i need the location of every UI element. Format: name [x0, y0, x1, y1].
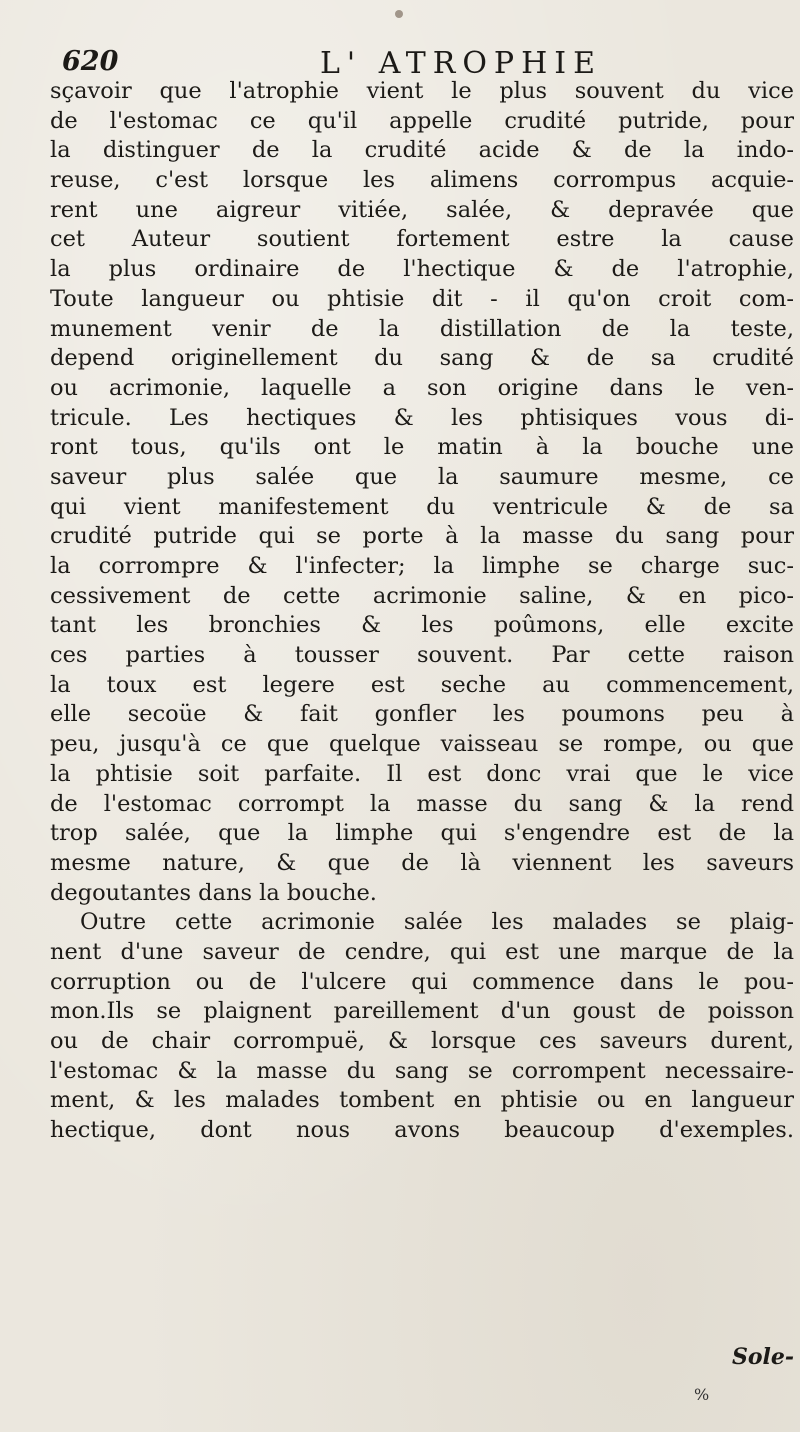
text-line: ces parties à tousser souvent. Par cette raison — [50, 642, 794, 669]
text-line: mesme nature, & que de là viennent les saveurs — [50, 849, 794, 876]
text-line: de l'estomac ce qu'il appelle crudité putride, pour — [50, 107, 794, 134]
text-line: ront tous, qu'ils ont le matin à la bouche une — [50, 434, 794, 461]
text-line: reuse, c'est lorsque les alimens corrompus acquie- — [50, 167, 794, 194]
text-line: elle secoüe & fait gonfler les poumons peu à — [50, 701, 794, 728]
text-line: depend originellement du sang & de sa crudité — [50, 345, 794, 372]
text-line: crudité putride qui se porte à la masse du sang pour — [50, 523, 794, 550]
text-line: Toute langueur ou phtisie dit - il qu'on croit com- — [50, 285, 794, 312]
text-line: de l'estomac corrompt la masse du sang & la rend — [50, 790, 794, 817]
text-line: ment, & les malades tombent en phtisie ou en langueur — [50, 1087, 794, 1114]
text-line: rent une aigreur vitiée, salée, & depravée que — [50, 196, 794, 223]
page-number: 620 — [62, 46, 119, 77]
body-text — [50, 77, 794, 1146]
catchword: Sole- — [731, 1344, 794, 1370]
text-line: hectique, dont nous avons beaucoup d'exemples. — [50, 1117, 794, 1144]
text-line: sçavoir que l'atrophie vient le plus souvent du vice — [50, 78, 794, 104]
text-line: nent d'une saveur de cendre, qui est une marque de la — [50, 938, 794, 965]
text-line: la phtisie soit parfaite. Il est donc vrai que le vice — [50, 760, 794, 787]
text-line: l'estomac & la masse du sang se corrompent necessaire- — [50, 1057, 794, 1084]
text-line: saveur plus salée que la saumure mesme, ce — [50, 463, 794, 490]
text-line: la toux est legere est seche au commencement, — [50, 671, 794, 698]
text-line: la plus ordinaire de l'hectique & de l'atrophie, — [50, 256, 794, 283]
text-line: peu, jusqu'à ce que quelque vaisseau se rompe, ou que — [50, 731, 794, 758]
text-line: ou de chair corrompuë, & lorsque ces saveurs durent, — [50, 1028, 794, 1054]
text-line: la distinguer de la crudité acide & de la indo- — [50, 137, 794, 164]
text-line: mon.Ils se plaignent pareillement d'un goust de poisson — [50, 998, 794, 1025]
running-title: L' ATROPHIE — [320, 46, 603, 81]
text-line: cet Auteur soutient fortement estre la cause — [50, 226, 794, 253]
text-line: qui vient manifestement du ventricule & de sa — [50, 493, 794, 520]
text-line: ou acrimonie, laquelle a son origine dans le ven- — [50, 374, 794, 401]
text-line: tricule. Les hectiques & les phtisiques vous di- — [50, 404, 794, 431]
text-line: cessivement de cette acrimonie saline, & en pico- — [50, 582, 794, 609]
text-line: la corrompre & l'infecter; la limphe se charge suc- — [50, 553, 794, 579]
text-line: tant les bronchies & les poûmons, elle excite — [50, 612, 794, 639]
ink-spot-ornament — [395, 10, 403, 18]
text-line-paragraph-end: degoutantes dans la bouche. — [50, 879, 377, 906]
signature-mark: % — [694, 1385, 710, 1404]
text-line-paragraph-start: Outre cette acrimonie salée les malades se plaig- — [80, 909, 794, 936]
text-line: munement venir de la distillation de la teste, — [50, 315, 794, 342]
text-line: corruption ou de l'ulcere qui commence dans le pou- — [50, 968, 794, 995]
text-line: trop salée, que la limphe qui s'engendre est de la — [50, 820, 794, 847]
